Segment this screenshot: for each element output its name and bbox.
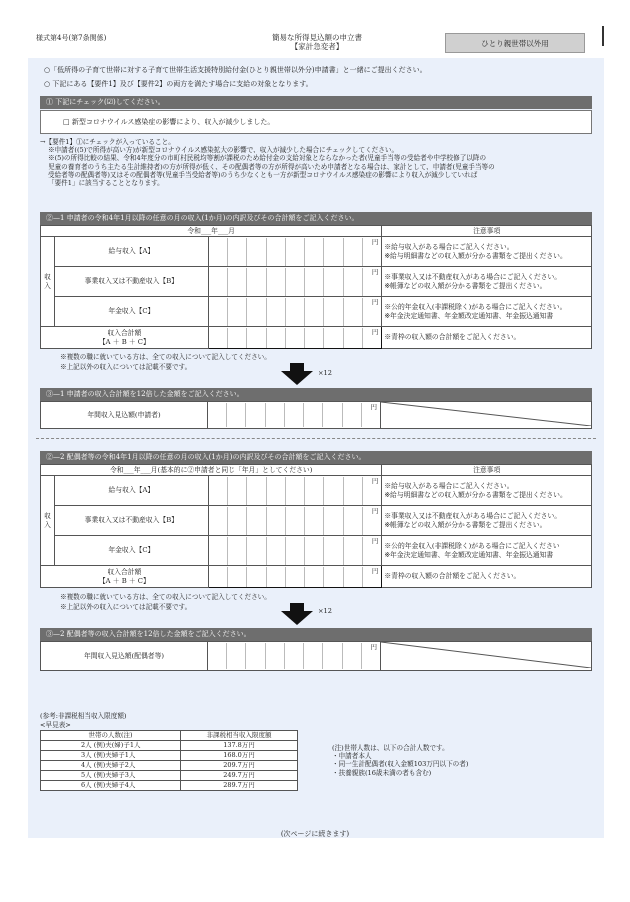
income-label: 収入 (41, 476, 55, 566)
title-line1: 簡易な所得見込額の申立書 (272, 33, 362, 42)
intro-line2: ○ 下記にある【要件1】及び【要件2】の両方を満たす場合に支給の対象となります。 (44, 80, 313, 88)
document-title (262, 33, 372, 52)
yen-label: 円 (370, 643, 377, 651)
amount-field-b[interactable] (208, 267, 382, 297)
income-table-spouse (40, 464, 592, 588)
row-label: 年金収入【C】 (54, 536, 208, 566)
requirement1-title: →【要件1】①にチェックが入っていること。 (40, 138, 175, 146)
divider (36, 438, 596, 439)
amount-field-a[interactable] (208, 237, 382, 267)
annual-table-applicant (40, 401, 592, 429)
row-note: ※事業収入又は不動産収入がある場合にご記入ください。 ※帳簿などの収入額が分かる書類をご提出ください。 (382, 267, 592, 297)
row-note: ※公的年金収入(非課税除く)がある場合にご記入ください。 ※年金決定通知書、年金額改定通知書、年金振込通知書 (382, 297, 592, 327)
ref-household: 5人 (例)夫婦子3人 (41, 771, 181, 781)
row-label: 年金収入【C】 (54, 297, 208, 327)
annual-label: 年間収入見込額(配偶者等) (41, 642, 208, 671)
section2-1-header: ②—1 申請者の令和4年1月以降の任意の月の収入(1か月)の内訳及びその合計額をご記入ください。 (40, 212, 592, 225)
requirement1-note1: ※申請者((5)で所得が高い方)が新型コロナウイルス感染拡大の影響で、収入が減少した場合にチェックしてください。 (48, 146, 399, 155)
form-number: 様式第4号(第7条関係) (36, 34, 107, 42)
row-label: 事業収入又は不動産収入【B】 (54, 267, 208, 297)
arrow-stem (290, 363, 304, 371)
yen-label: 円 (371, 567, 379, 575)
amount-field-a[interactable] (208, 476, 382, 506)
ref-household: 3人 (例)夫婦子1人 (41, 751, 181, 761)
ref-limit: 249.7万円 (181, 771, 298, 781)
ref-col2: 非課税相当収入限度額 (181, 731, 298, 741)
row-note: ※給与収入がある場合にご記入ください。 ※給与明細書などの収入額が分かる書類をご提出ください。 (382, 237, 592, 267)
ref-household: 4人 (例)夫婦子2人 (41, 761, 181, 771)
annual-label: 年間収入見込額(申請者) (41, 402, 208, 429)
household-note-item: ・申請者本人 (332, 752, 372, 761)
total-label: 収入合計額 【A ＋ B ＋ C】 (41, 566, 209, 588)
ref-household: 2人 (例)夫(婦)子1人 (41, 741, 181, 751)
notes-header: 注意事項 (382, 226, 592, 237)
ref-limit: 289.7万円 (181, 781, 298, 791)
section2-2-header: ②—2 配偶者等の令和4年1月以降の任意の月の収入(1か月)の内訳及びその合計額をご記入ください。 (40, 451, 592, 464)
yen-label: 円 (371, 328, 379, 336)
yen-label: 円 (371, 507, 379, 515)
section3-2-header: ③—2 配偶者等の収入合計額を12倍した金額をご記入ください。 (40, 628, 592, 641)
date-label: 令和___年___月(基本的に②申請者と同じ「年月」としてください) (41, 465, 382, 476)
row-label: 給与収入【A】 (54, 476, 208, 506)
section1-checkbox[interactable] (40, 110, 592, 134)
checkbox-label: □ 新型コロナウイルス感染症の影響により、収入が減少しました。 (63, 118, 275, 126)
section1-header: ① 下記にチェック(☑)してください。 (40, 96, 592, 109)
total-note: ※青枠の収入額の合計額をご記入ください。 (382, 566, 592, 588)
total-amount-field[interactable] (208, 566, 382, 588)
diagonal-cell (381, 642, 592, 671)
requirement1-note5: 「要件1」に該当することとなります。 (48, 179, 164, 188)
requirement1-block (40, 138, 596, 187)
requirement1-note4: 受給者等の配偶者等)又はその配偶者等(児童手当受給者等)のうち少なくとも一方が新型コロナウイルス感染症の影響により収入が減少していれば (48, 170, 478, 179)
footnote: ※上記以外の収入については記載不要です。 (60, 363, 192, 371)
category-badge: ひとり親世帯以外用 (445, 33, 585, 53)
yen-label: 円 (371, 238, 379, 246)
multiplier-label: ×12 (318, 369, 332, 377)
row-note: ※公的年金収入(非課税除く)がある場合にご記入ください ※年金決定通知書、年金額改定通知書、年金振込通知書 (382, 536, 592, 566)
diagonal-line (381, 402, 591, 426)
income-table-applicant (40, 225, 592, 349)
reference-table (40, 730, 298, 791)
household-note-item: ・扶養親族(16歳未満の者も含む) (332, 768, 432, 777)
row-note: ※事業収入又は不動産収入がある場合にご記入ください。 ※帳簿などの収入額が分かる書類をご提出ください。 (382, 506, 592, 536)
requirement1-note2: ※(5)の所得比較の結果、令和4年度分の市町村民税均等割が課税のため給付金の支給対象とならなかった者(児童手当等の受給者や中学校修了以降の (48, 154, 487, 163)
amount-field-b[interactable] (208, 506, 382, 536)
reference-subtitle: <早見表> (40, 721, 71, 729)
diagonal-cell (381, 402, 592, 429)
margin-bar (602, 26, 604, 46)
ref-limit: 209.7万円 (181, 761, 298, 771)
income-label: 収入 (41, 237, 55, 327)
amount-field-c[interactable] (208, 297, 382, 327)
yen-label: 円 (371, 268, 379, 276)
continuation-note: (次ページに続きます) (280, 830, 350, 838)
total-note: ※青枠の収入額の合計額をご記入ください。 (382, 327, 592, 349)
down-arrow-icon (281, 611, 313, 625)
footnote: ※上記以外の収入については記載不要です。 (60, 603, 192, 611)
ref-col1: 世帯の人数(注) (41, 731, 181, 741)
diagonal-line (381, 642, 591, 668)
yen-label: 円 (370, 403, 377, 411)
date-label: 令和___年___月 (41, 226, 382, 237)
reference-title: (参考:非課税相当収入限度額) (40, 712, 127, 720)
notes-header: 注意事項 (382, 465, 592, 476)
yen-label: 円 (371, 298, 379, 306)
ref-limit: 168.0万円 (181, 751, 298, 761)
down-arrow-icon (281, 371, 313, 385)
annual-amount-field[interactable] (208, 642, 381, 671)
annual-table-spouse (40, 641, 592, 671)
yen-label: 円 (371, 477, 379, 485)
footnote: ※複数の職に就いている方は、全ての収入について記入してください。 (60, 593, 271, 601)
row-label: 事業収入又は不動産収入【B】 (54, 506, 208, 536)
total-label: 収入合計額 【A ＋ B ＋ C】 (41, 327, 209, 349)
title-line2: 【家計急変者】 (290, 42, 344, 52)
multiplier-label: ×12 (318, 607, 332, 615)
ref-household: 6人 (例)夫婦子4人 (41, 781, 181, 791)
ref-limit: 137.8万円 (181, 741, 298, 751)
household-note-title: (注)世帯人数は、以下の合計人数です。 (332, 744, 449, 752)
household-note-item: ・同一生計配偶者(収入金額103万円以下の者) (332, 760, 469, 769)
section3-1-header: ③—1 申請者の収入合計額を12倍した金額をご記入ください。 (40, 388, 592, 401)
yen-label: 円 (371, 537, 379, 545)
household-note (332, 744, 468, 777)
footnote: ※複数の職に就いている方は、全ての収入について記入してください。 (60, 353, 271, 361)
requirement1-note3: 児童の養育者のうち主たる生計維持者)の方が所得が低く、その配偶者等の方が所得が高いため申請者となる場合は、家計として、申請者(児童手当等の (48, 162, 495, 171)
total-amount-field[interactable] (208, 327, 382, 349)
intro-line1: ○「低所得の子育て世帯に対する子育て世帯生活支援特別給付金(ひとり親世帯以外分)申請書」と一緒にご提出ください。 (44, 66, 427, 74)
arrow-stem (290, 603, 304, 611)
row-note: ※給与収入がある場合にご記入ください。 ※給与明細書などの収入額が分かる書類をご提出ください。 (382, 476, 592, 506)
annual-amount-field[interactable] (208, 402, 381, 429)
amount-field-c[interactable] (208, 536, 382, 566)
row-label: 給与収入【A】 (54, 237, 208, 267)
